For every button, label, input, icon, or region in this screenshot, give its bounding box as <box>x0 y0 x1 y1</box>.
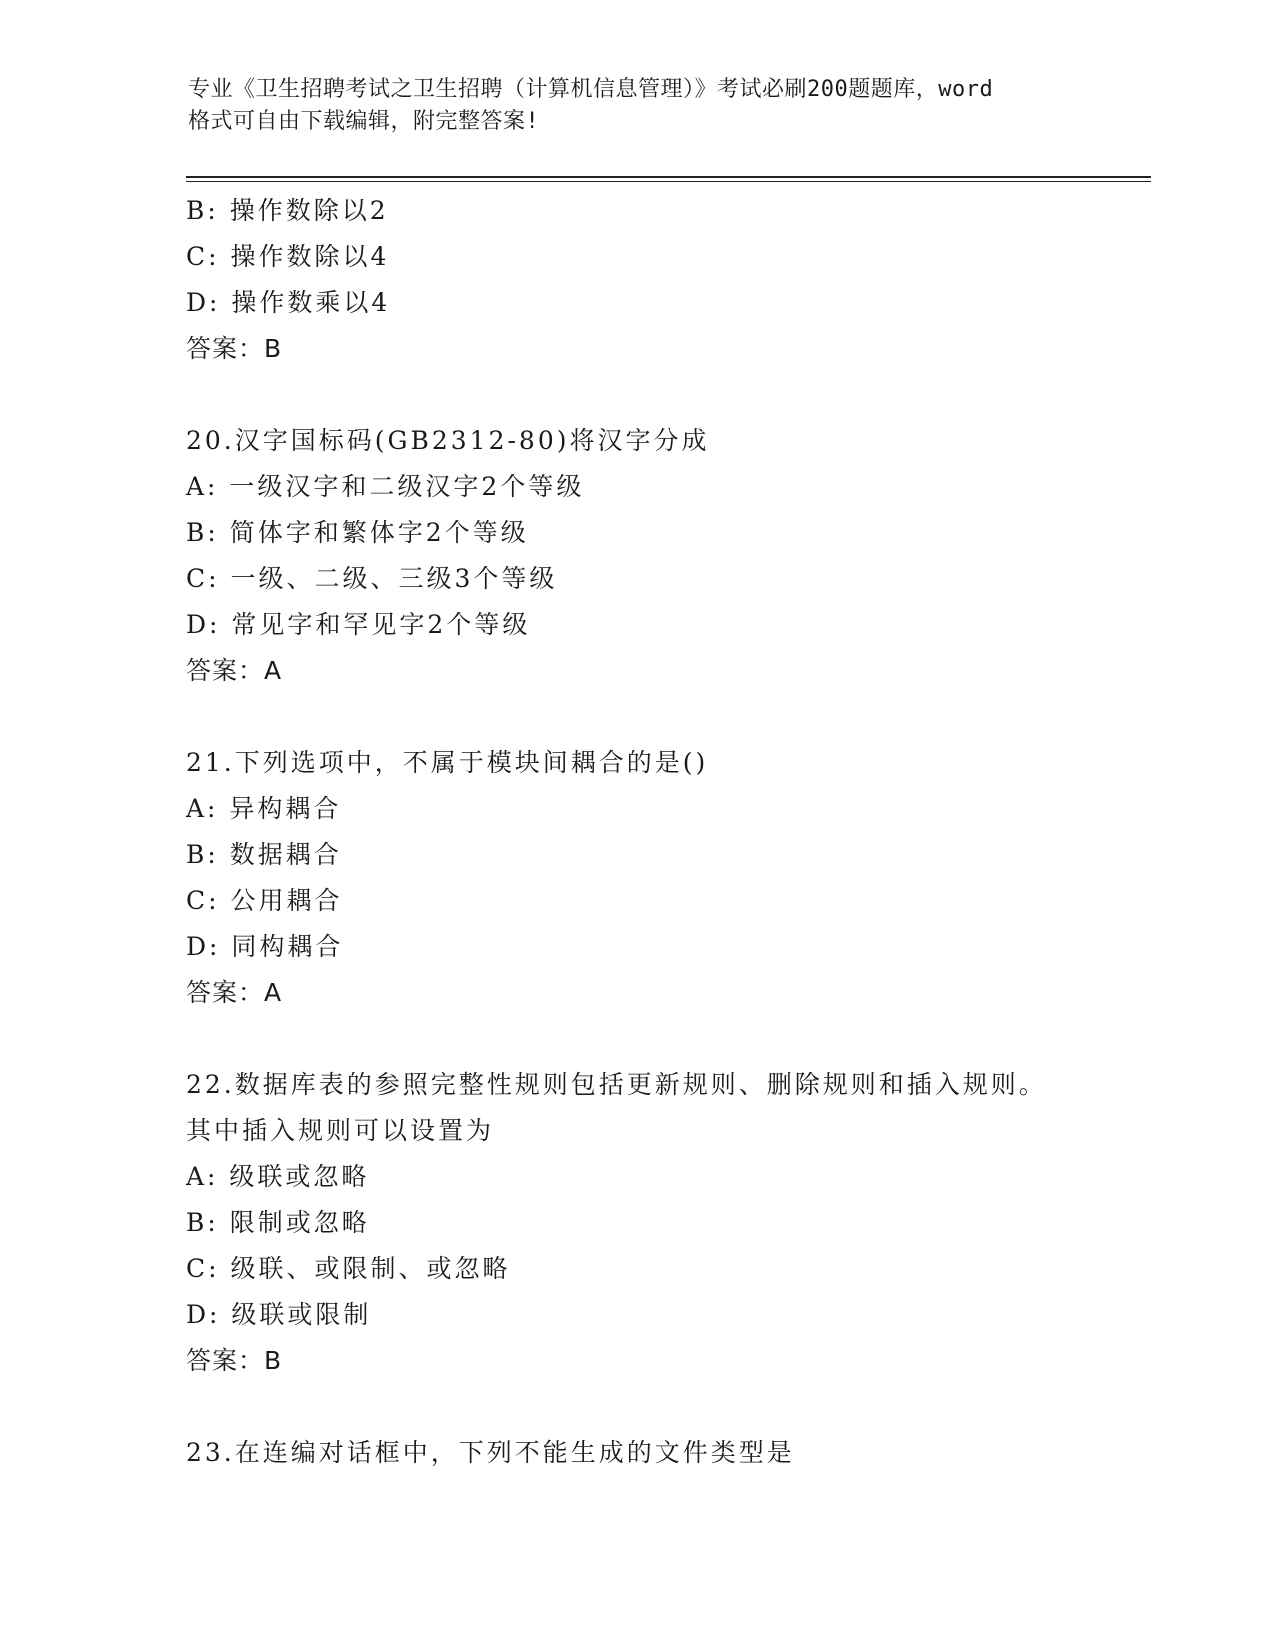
header-rule-thin <box>186 181 1151 182</box>
option-c: C: 公用耦合 <box>186 886 343 915</box>
question-21 <box>186 740 1146 1016</box>
option-d: D: 操作数乘以4 <box>186 288 391 317</box>
question-20 <box>186 418 1146 694</box>
option-a: A: 异构耦合 <box>186 794 342 823</box>
option-a: A: 一级汉字和二级汉字2个等级 <box>186 472 585 501</box>
option-d: D: 同构耦合 <box>186 932 344 961</box>
question-content <box>186 188 1146 1476</box>
answer: 答案：A <box>186 978 283 1007</box>
document-header <box>188 74 1088 138</box>
question-stem: 23.在连编对话框中，下列不能生成的文件类型是 <box>186 1438 795 1467</box>
header-rule-thick <box>186 176 1151 178</box>
header-line-1: 专业《卫生招聘考试之卫生招聘（计算机信息管理）》考试必刷200题题库，word <box>188 77 994 102</box>
option-c: C: 级联、或限制、或忽略 <box>186 1254 511 1283</box>
header-line-2: 格式可自由下载编辑，附完整答案! <box>188 109 540 134</box>
option-d: D: 级联或限制 <box>186 1300 372 1329</box>
question-stem-line-1: 22.数据库表的参照完整性规则包括更新规则、删除规则和插入规则。 <box>186 1070 1047 1099</box>
question-stem-line-2: 其中插入规则可以设置为 <box>186 1116 495 1145</box>
question-stem: 21.下列选项中，不属于模块间耦合的是() <box>186 748 709 777</box>
answer: 答案：A <box>186 656 283 685</box>
option-a: A: 级联或忽略 <box>186 1162 370 1191</box>
question-23 <box>186 1430 1146 1476</box>
option-b: B: 数据耦合 <box>186 840 342 869</box>
question-22 <box>186 1062 1146 1384</box>
answer: 答案：B <box>186 334 283 363</box>
option-d: D: 常见字和罕见字2个等级 <box>186 610 531 639</box>
question-19-tail <box>186 188 1146 372</box>
question-stem: 20.汉字国标码(GB2312-80)将汉字分成 <box>186 426 710 455</box>
answer: 答案：B <box>186 1346 283 1375</box>
option-b: B: 操作数除以2 <box>186 196 389 225</box>
option-b: B: 限制或忽略 <box>186 1208 370 1237</box>
option-b: B: 简体字和繁体字2个等级 <box>186 518 529 547</box>
option-c: C: 操作数除以4 <box>186 242 390 271</box>
option-c: C: 一级、二级、三级3个等级 <box>186 564 558 593</box>
